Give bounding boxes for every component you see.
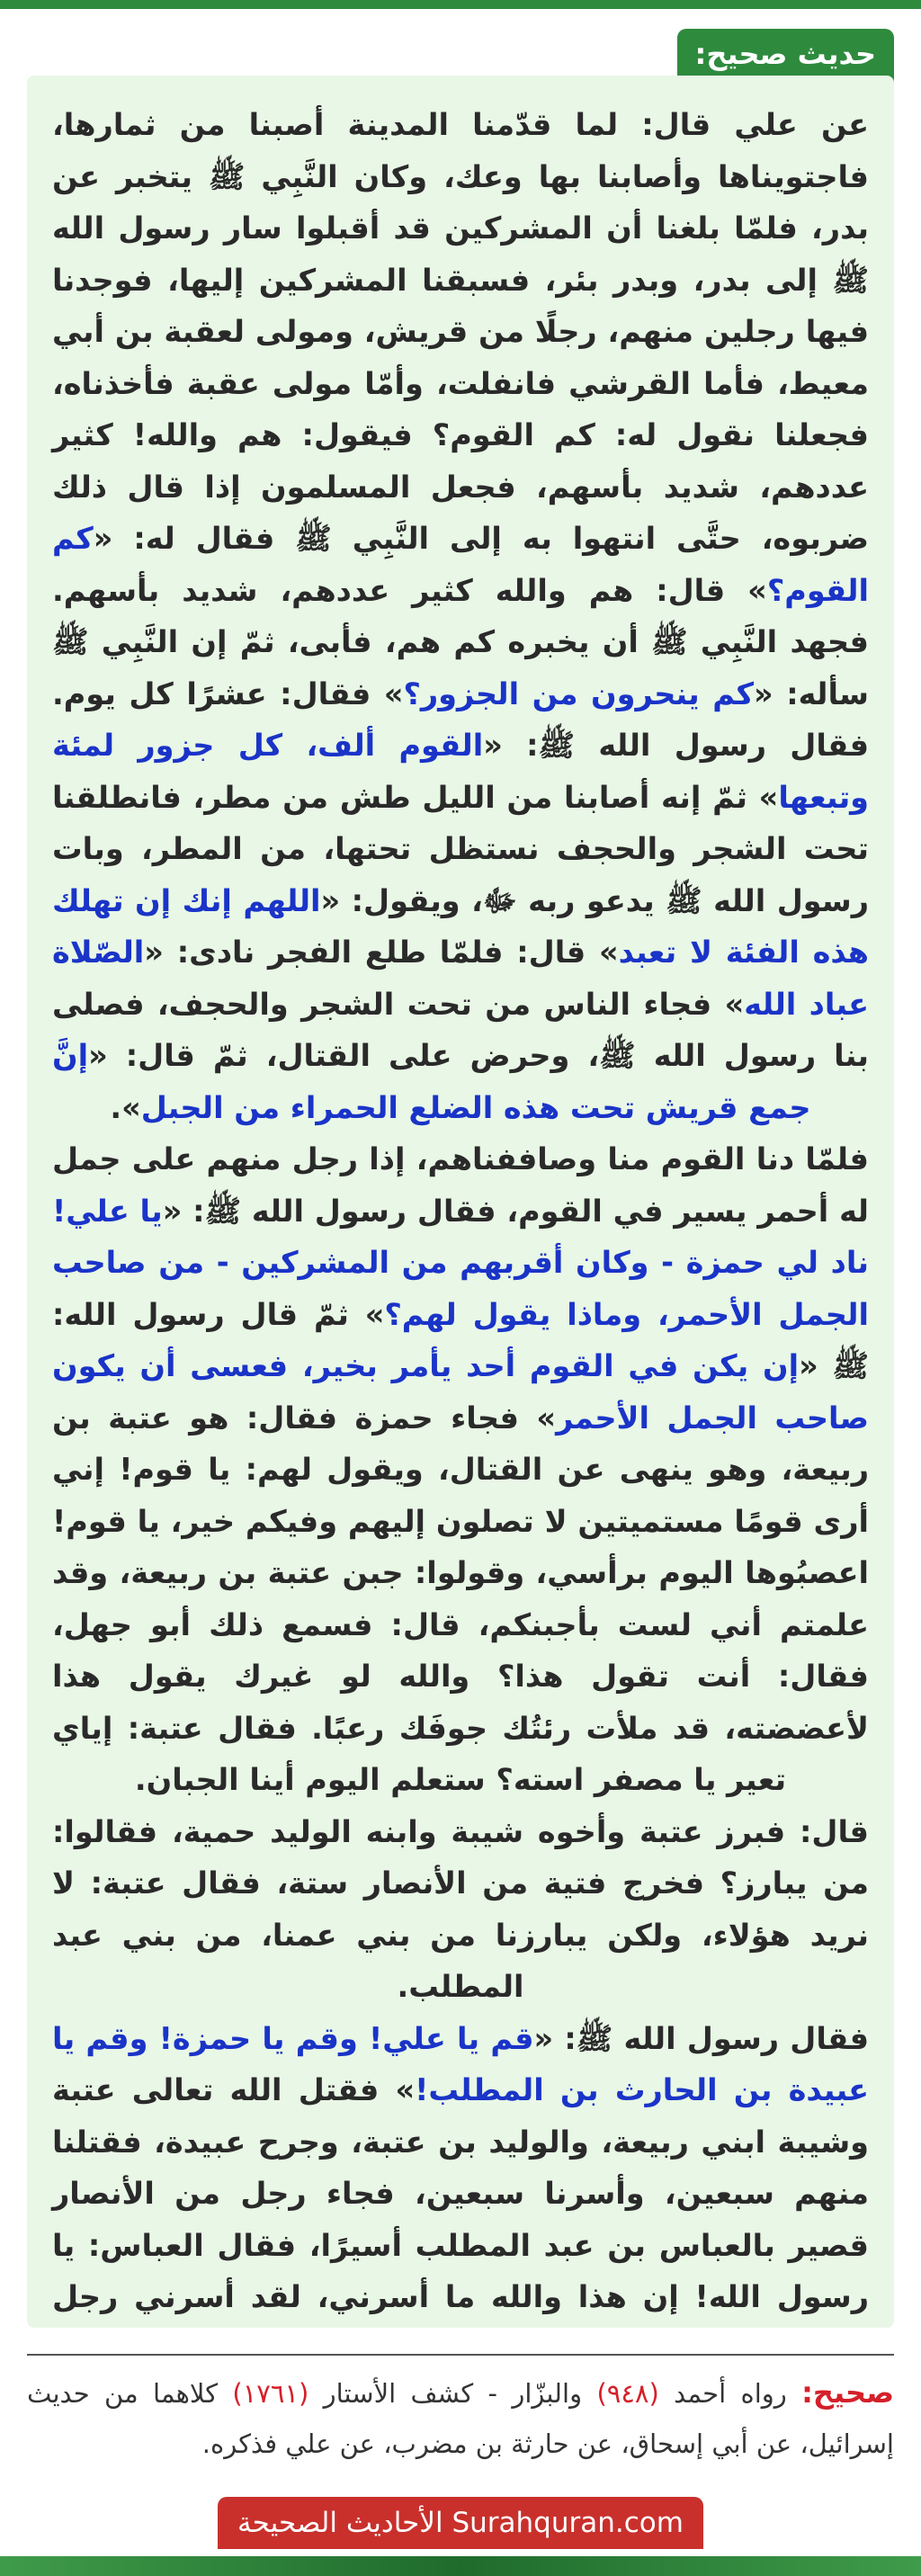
narration-text: ». [110,1089,141,1125]
bazzar-number: (١٧٦١) [232,2378,309,2409]
narration-text: » قال: هم والله كثير عددهم، شديد بأسهم. فجهد النَّبِي ﷺ أن يخبره كم هم، فأبى، ثمّ إن النَّبِي ﷺ سأله: « [52,572,870,711]
narration-text: » فقال: عشرًا كل يوم. فقال رسول الله ﷺ: « [52,675,869,763]
narration-text: عن علي قال: لما قدّمنا المدينة أصبنا من ثمارها، فاجتويناها وأصابنا بها وعك، وكان النَّبِي ﷺ يتخبر عن بدر، فلمّا بلغنا أن المشركين قد أقبلوا سار رسول الله ﷺ إلى بدر، وبدر بئر، فسبقنا المشركين إليها، فوجدنا فيها رجلين منهم، رجلًا من قريش، ومولى لعقبة بن أبي معيط، فأما القرشي فانفلت، وأمّا مولى عقبة فأخذناه، فجعلنا نقول له: كم القوم؟ فيقول: هم والله! كثير عددهم، شديد بأسهم، فجعل المسلمون إذا قال ذلك ضربوه، حتَّى انتهوا به إلى النَّبِي ﷺ فقال له: « [52,107,869,556]
prophet-quote: كم القوم؟ [52,521,869,608]
ahmad-number: (٩٤٨) [596,2378,659,2409]
hadith-paragraph [52,1806,869,2013]
source-text-b: والبزّار - كشف الأستار [308,2378,597,2409]
source-citation [27,2367,894,2469]
prophet-quote: اللهم إنك إن تهلك هذه الفئة لا تعبد [52,882,869,970]
hadith-box [27,76,894,2328]
hadith-label-badge: حديث صحيح: [677,29,894,83]
hadith-paragraph [52,2013,869,2329]
grade-label: صحيح: [801,2375,895,2410]
narration-text: » فقتل الله تعالى عتبة وشيبة ابني ربيعة، والوليد بن عتبة، وجرح عبيدة، فقتلنا منهم سبعين، وأسرنا سبعين، فجاء رجل من الأنصار قصير بالعباس بن عبد المطلب أسيرًا، فقال العباس: يا رسول الله! إن هذا والله ما أسرني، لقد أسرني رجل [52,2072,869,2314]
narration-text: » قال: فلمّا طلع الفجر نادى: « [144,935,619,970]
narration-text: فلمّا دنا القوم منا وصاففناهم، إذا رجل منهم على جمل له أحمر يسير في القوم، فقال رسول الله ﷺ: « [52,1141,869,1229]
prophet-quote: قم يا علي! وقم يا حمزة! وقم يا عبيدة بن الحارث بن المطلب! [52,2020,870,2107]
source-text-c: كلاهما من حديث إسرائيل، عن أبي إسحاق، عن حارثة بن مضرب، عن علي فذكره. [27,2378,894,2459]
hadith-paragraph [52,1133,869,1806]
prophet-quote: الصّلاة عباد الله [52,935,869,1022]
prophet-quote: كم ينحرون من الجزور؟ [403,675,754,711]
narration-text: » ثمّ قال رسول الله: ﷺ « [52,1296,869,1383]
narration-text: فقال رسول الله ﷺ: « [533,2020,869,2056]
prophet-quote: إن يكن في القوم أحد يأمر بخير، فعسى أن يكون صاحب الجمل الأحمر [52,1348,869,1436]
prophet-quote: إنَّ جمع قريش تحت هذه الضلع الحمراء من الجبل [52,1038,811,1125]
hadith-paragraph [52,99,869,1133]
hadith-text [52,99,869,2328]
narration-text: » فجاء حمزة فقال: هو عتبة بن ربيعة، وهو ينهى عن القتال، ويقول لهم: يا قوم! إني أرى قومًا مستميتين لا تصلون إليهم وفيكم خير، يا قوم! اعصبُوها اليوم برأسي، وقولوا: جبن عتبة بن ربيعة، وقد علمتم أني لست بأجبنكم، قال: فسمع ذلك أبو جهل، فقال: أنت تقول هذا؟ والله لو غيرك يقول هذا لأعضضته، قد ملأت رئتُك جوفَك رعبًا. فقال عتبة: إياي تعير يا مصفر استه؟ ستعلم اليوم أينا الجبان. [52,1400,869,1797]
narration-text: » فجاء الناس من تحت الشجر والحجف، فصلى بنا رسول الله ﷺ، وحرض على القتال، ثمّ قال: « [52,986,869,1073]
narration-text: » ثمّ إنه أصابنا من الليل طش من مطر، فانطلقنا تحت الشجر والحجف نستظل تحتها، من المطر، وبات رسول الله ﷺ يدعو ربه ﷻ، ويقول: « [52,779,869,918]
site-badge-link[interactable]: Surahquran.com الأحاديث الصحيحة [218,2497,703,2549]
bottom-accent-bar [0,2556,921,2576]
prophet-quote: يا علي! ناد لي حمزة - وكان أقربهم من المشركين - من صاحب الجمل الأحمر، وماذا يقول لهم؟ [52,1193,869,1332]
prophet-quote: القوم ألف، كل جزور لمئة وتبعها [52,728,869,815]
source-text-a: رواه أحمد [658,2378,802,2409]
divider [27,2354,894,2356]
narration-text: قال: فبرز عتبة وأخوه شيبة وابنه الوليد حمية، فقالوا: من يبارز؟ فخرج فتية من الأنصار ستة، فقال عتبة: لا نريد هؤلاء، ولكن يبارزنا من بني عمنا، من بني عبد المطلب. [52,1813,869,2004]
top-accent-bar [0,0,921,9]
